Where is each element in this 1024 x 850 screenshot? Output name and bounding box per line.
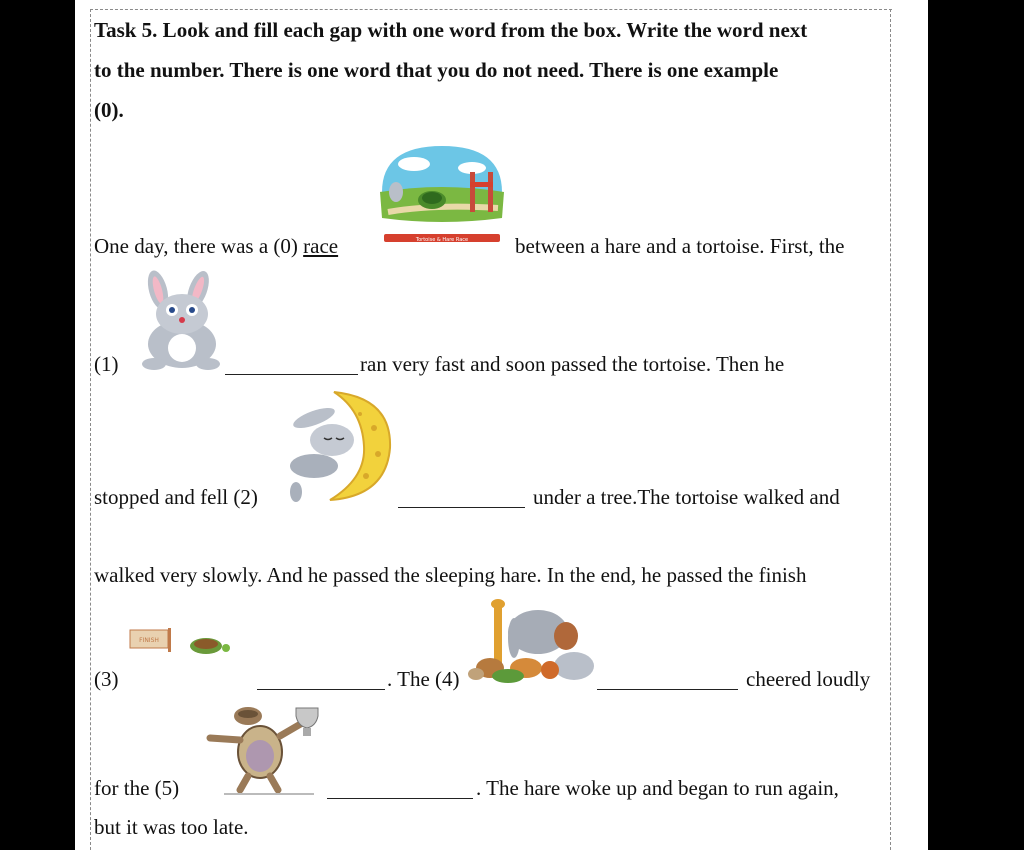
hare-image: [128, 268, 226, 372]
page-border-right: [890, 9, 891, 850]
story-line-3-end: under a tree.The tortoise walked and: [533, 485, 840, 509]
answer-gap-4[interactable]: [597, 689, 738, 690]
finish-tortoise-image: [128, 626, 236, 658]
champion-tortoise-image: [204, 700, 326, 796]
story-line-6-end: . The hare woke up and began to run again,: [476, 776, 839, 800]
story-line-3-start: stopped and fell (2): [94, 485, 258, 509]
page-border-top: [90, 9, 892, 10]
story-line-5-mid: . The (4): [387, 667, 460, 691]
story-line-7: but it was too late.: [94, 815, 249, 839]
race-banner-text: Tortoise & Hare Race: [415, 237, 469, 243]
story-line-1-end: between a hare and a tortoise. First, the: [515, 234, 845, 258]
answer-gap-2[interactable]: [398, 507, 525, 508]
story-line-5-end: cheered loudly: [746, 667, 871, 691]
answer-gap-3[interactable]: [257, 689, 385, 690]
answer-gap-5[interactable]: [327, 798, 473, 799]
story-line-1-text: One day, there was a (0): [94, 234, 304, 258]
document-page: [75, 0, 928, 850]
sleeping-hare-moon-image: [278, 388, 396, 504]
answer-gap-1[interactable]: [225, 374, 358, 375]
story-line-6-start: for the (5): [94, 776, 180, 800]
gap-number-3: (3): [94, 667, 119, 691]
story-line-2: ran very fast and soon passed the tortoise. Then he: [360, 352, 785, 376]
page-border-left: [90, 9, 91, 850]
finish-flag-text: FINISH: [139, 637, 159, 644]
story-line-4: walked very slowly. And he passed the sleeping hare. In the end, he passed the finish: [94, 563, 807, 587]
task-instruction-line-1: Task 5. Look and fill each gap with one word from the box. Write the word next: [94, 18, 808, 42]
task-instruction-line-3: (0).: [94, 98, 124, 122]
race-scene-image: [374, 142, 510, 250]
animal-crowd-image: [466, 598, 598, 686]
gap-number-1: (1): [94, 352, 119, 376]
task-instruction-line-2: to the number. There is one word that you do not need. There is one example: [94, 58, 779, 82]
story-line-1-start: [94, 236, 338, 257]
example-answer: race: [303, 234, 339, 258]
